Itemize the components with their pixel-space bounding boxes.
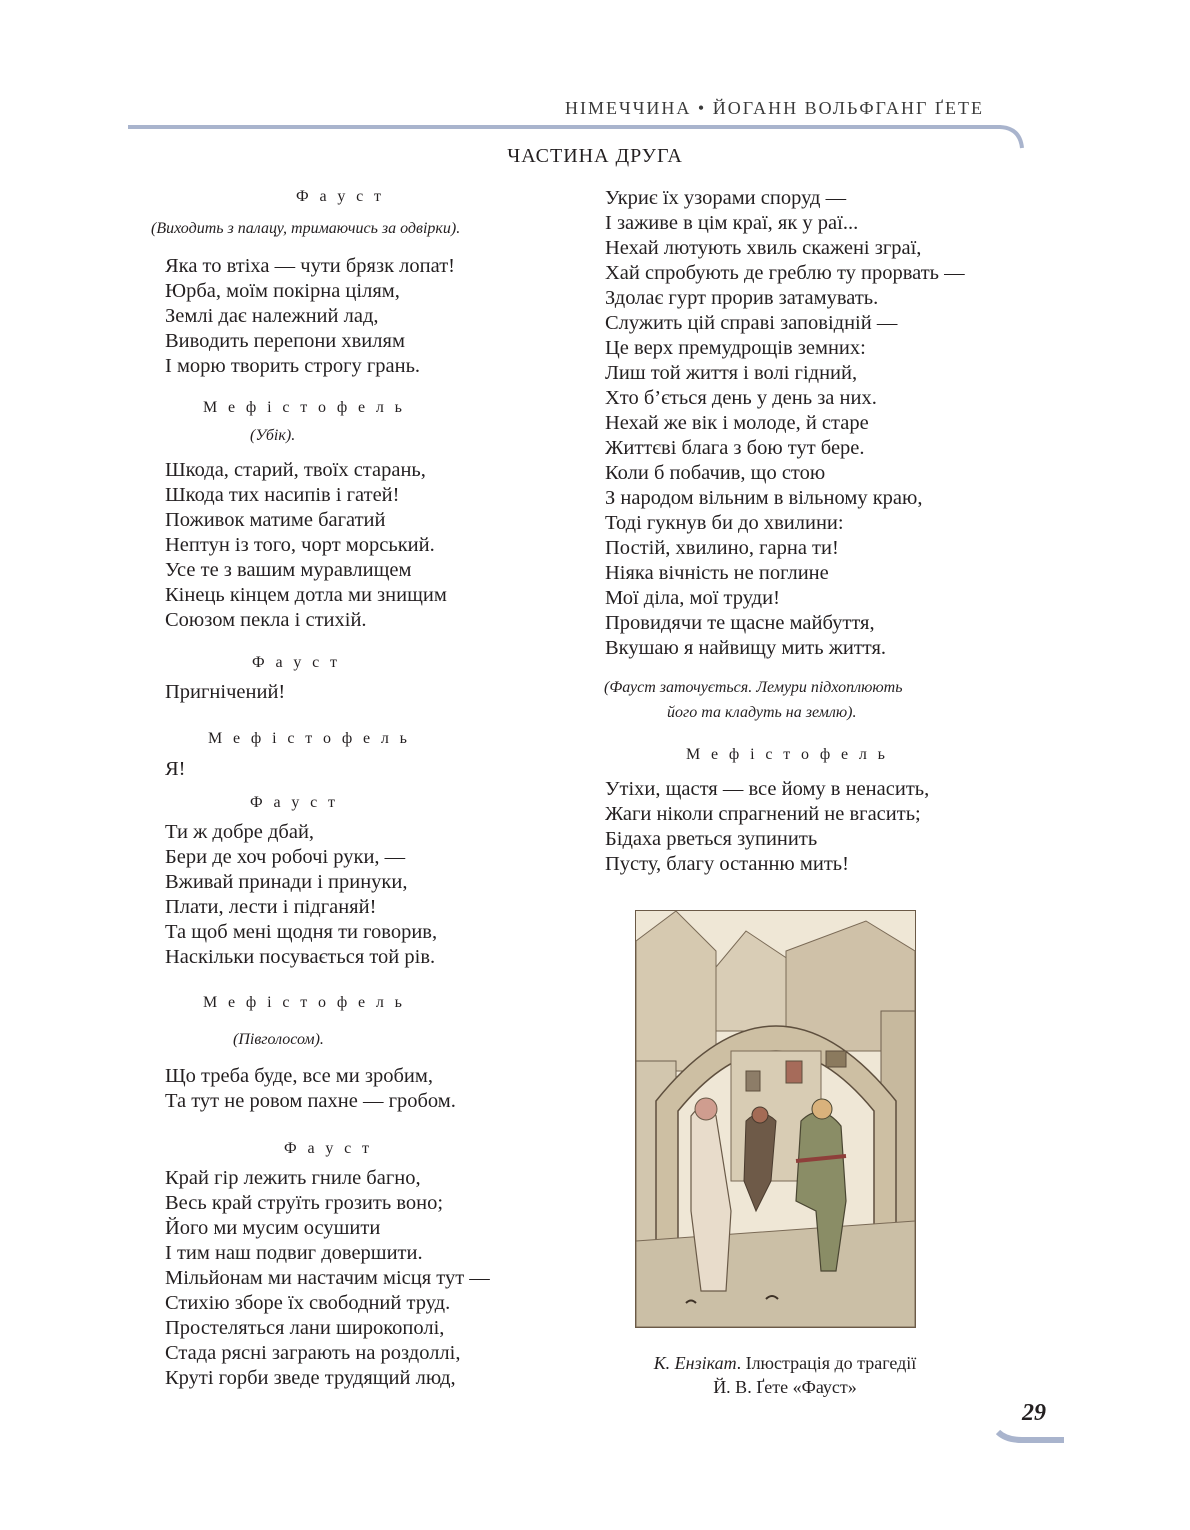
- verse-line: Коли б побачив, що стою: [605, 462, 826, 484]
- speaker-mephistopheles: М е ф і с т о ф е л ь: [208, 730, 411, 747]
- verse-line: Я!: [165, 758, 186, 780]
- caption-line-1: [600, 1351, 970, 1375]
- verse-line: Кінець кінцем дотла ми знищим: [165, 584, 447, 606]
- caption-line-2: Й. В. Ґете «Фауст»: [713, 1377, 857, 1397]
- verse-line: Простеляться лани широкополі,: [165, 1317, 445, 1339]
- verse-block: [165, 1064, 456, 1114]
- verse-line: Це верх премудрощів земних:: [605, 337, 866, 359]
- verse-line: Вкушаю я найвищу мить життя.: [605, 637, 887, 659]
- footer-rule: [996, 1428, 1066, 1448]
- verse-line: Наскільки посувається той рів.: [165, 946, 436, 968]
- verse-line: Яка то втіха — чути брязк лопат!: [165, 255, 455, 277]
- verse-line: Нехай же вік і молоде, й старе: [605, 412, 869, 434]
- verse-line: Служить цій справі заповідній —: [605, 312, 898, 334]
- running-head: НІМЕЧЧИНА • ЙОГАНН ВОЛЬФГАНГ ҐЕТЕ: [565, 98, 984, 118]
- verse-line: Тоді гукнув би до хвилини:: [605, 512, 844, 534]
- speaker-mephistopheles: М е ф і с т о ф е л ь: [203, 994, 406, 1011]
- verse-block: [605, 777, 929, 877]
- verse-line: Мільйонам ми настачим місця тут —: [165, 1267, 490, 1289]
- verse-line: Нехай лютують хвиль скажені зграї,: [605, 237, 922, 259]
- verse-line: Бідаха рветься зупинить: [605, 828, 818, 850]
- verse-line: Виводить перепони хвилям: [165, 330, 405, 352]
- verse-line: Весь край струїть грозить воно;: [165, 1192, 444, 1214]
- speaker-faust: Ф а у с т: [250, 794, 339, 811]
- verse-line: Вживай принади і принуки,: [165, 871, 408, 893]
- illustration: [635, 910, 916, 1328]
- verse-line: Круті горби зведе трудящий люд,: [165, 1367, 456, 1389]
- verse-line: Провидячи те щасне майбуття,: [605, 612, 875, 634]
- verse-line: Утіхи, щастя — все йому в ненасить,: [605, 778, 930, 800]
- verse-line: І заживе в цім краї, як у раї...: [605, 212, 859, 234]
- verse-line: Стихію зборе їх свободний труд.: [165, 1292, 451, 1314]
- verse-line: Здолає гурт прорив затамувать.: [605, 287, 879, 309]
- verse-line: Бери де хоч робочі руки, —: [165, 846, 406, 868]
- verse-block: [165, 680, 285, 705]
- verse-line: Жаги ніколи спрагнений не вгасить;: [605, 803, 921, 825]
- verse-line: Край гір лежить гниле багно,: [165, 1167, 421, 1189]
- part-title: ЧАСТИНА ДРУГА: [507, 145, 683, 167]
- caption-author: К. Ензікат: [653, 1353, 737, 1373]
- verse-block: [165, 757, 186, 782]
- verse-line: Пусту, благу останню мить!: [605, 853, 849, 875]
- verse-line: Його ми мусим осушити: [165, 1217, 381, 1239]
- verse-line: І тим наш подвиг довершити.: [165, 1242, 423, 1264]
- verse-line: Постій, хвилино, гарна ти!: [605, 537, 839, 559]
- footer-rule-curve: [998, 1432, 1064, 1440]
- verse-line: Що треба буде, все ми зробим,: [165, 1065, 433, 1087]
- stage-direction: (Півголосом).: [233, 1031, 324, 1048]
- verse-line: Шкода тих насипів і гатей!: [165, 484, 400, 506]
- verse-line: Хай спробують де греблю ту прорвать —: [605, 262, 965, 284]
- verse-line: Ти ж добре дбай,: [165, 821, 315, 843]
- verse-line: Плати, лести і підганяй!: [165, 896, 377, 918]
- verse-line: Та тут не ровом пахне — гробом.: [165, 1090, 456, 1112]
- verse-line: Усе те з вашим муравлищем: [165, 559, 412, 581]
- verse-block: [165, 254, 455, 379]
- stage-direction: (Виходить з палацу, тримаючись за одвірки).: [151, 220, 461, 237]
- illustration-art: [636, 911, 915, 1327]
- verse-block: [605, 186, 965, 661]
- caption-text: . Ілюстрація до трагедії: [736, 1353, 917, 1373]
- verse-line: Стада рясні заграють на роздоллі,: [165, 1342, 461, 1364]
- verse-line: Укриє їх узорами споруд —: [605, 187, 847, 209]
- verse-line: З народом вільним в вільному краю,: [605, 487, 923, 509]
- speaker-mephistopheles: М е ф і с т о ф е л ь: [203, 399, 406, 416]
- verse-line: Нептун із того, чорт морський.: [165, 534, 435, 556]
- verse-line: Союзом пекла і стихій.: [165, 609, 367, 631]
- verse-line: Лиш той життя і волі гідний,: [605, 362, 858, 384]
- page-number: 29: [1022, 1400, 1046, 1426]
- verse-line: Мої діла, мої труди!: [605, 587, 780, 609]
- verse-line: І морю творить строгу грань.: [165, 355, 421, 377]
- stage-direction: (Фауст заточується. Лемури підхоплюють: [604, 679, 903, 696]
- verse-line: Юрба, моїм покірна цілям,: [165, 280, 400, 302]
- verse-line: Життєві блага з бою тут бере.: [605, 437, 865, 459]
- verse-line: Пригнічений!: [165, 681, 286, 703]
- speaker-mephistopheles: М е ф і с т о ф е л ь: [686, 746, 889, 763]
- speaker-faust: Ф а у с т: [284, 1140, 373, 1157]
- verse-line: Хто б’ється день у день за них.: [605, 387, 877, 409]
- verse-line: Поживок матиме багатий: [165, 509, 386, 531]
- figure-caption: [600, 1351, 970, 1399]
- verse-line: Шкода, старий, твоїх старань,: [165, 459, 426, 481]
- verse-line: Землі дає належний лад,: [165, 305, 379, 327]
- speaker-faust: Ф а у с т: [252, 654, 341, 671]
- verse-block: [165, 458, 447, 633]
- verse-line: Ніяка вічність не поглине: [605, 562, 829, 584]
- verse-block: [165, 1166, 490, 1391]
- speaker-faust: Ф а у с т: [296, 188, 385, 205]
- verse-block: [165, 820, 437, 970]
- stage-direction: (Убік).: [250, 427, 296, 444]
- verse-line: Та щоб мені щодня ти говорив,: [165, 921, 438, 943]
- stage-direction: його та кладуть на землю).: [667, 704, 857, 721]
